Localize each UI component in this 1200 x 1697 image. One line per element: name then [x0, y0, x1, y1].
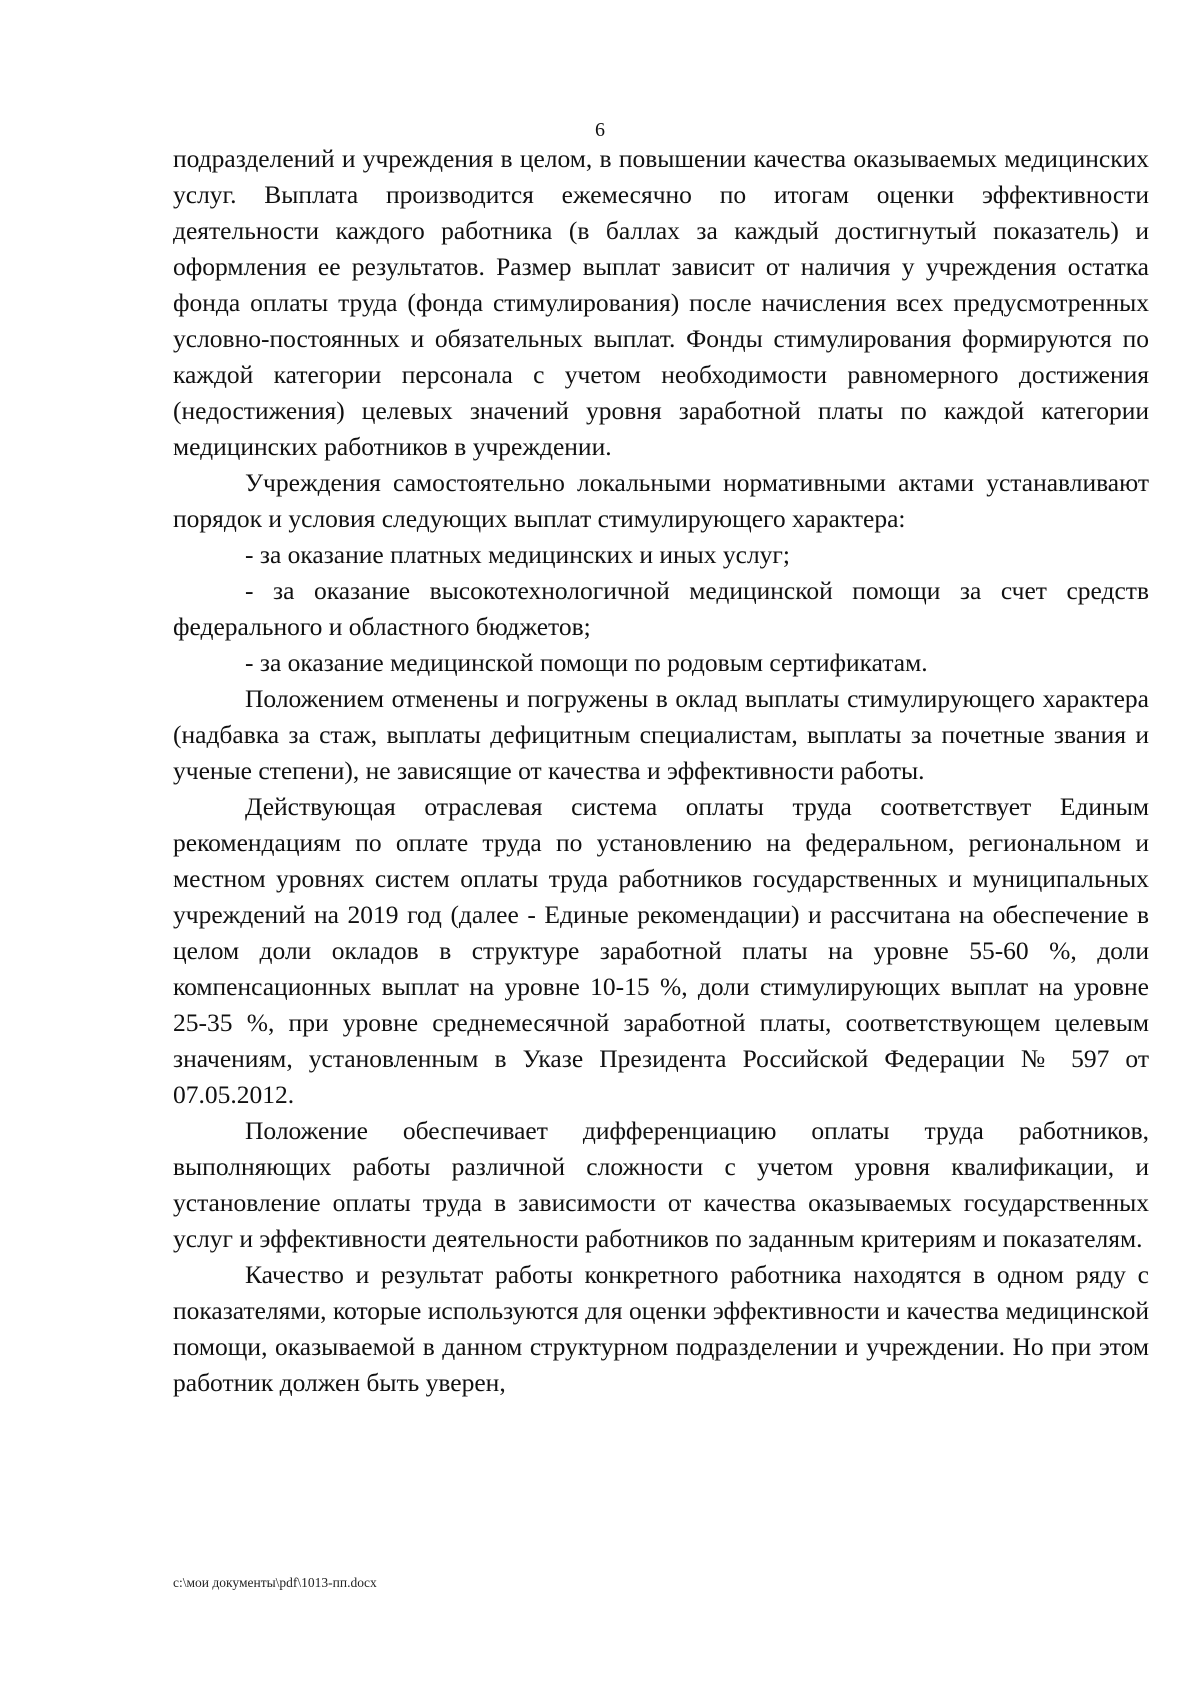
page-number: 6	[595, 119, 605, 141]
paragraph-continuation: подразделений и учреждения в целом, в повышении качества оказываемых медицинских услуг. Выплата производится ежемесячно по итогам оценки эффективности деятельности каждого работника (в баллах за каждый достигнутый показатель) и оформления ее результатов. Размер выплат зависит от наличия у учреждения остатка фонда оплаты труда (фонда стимулирования) после начисления всех предусмотренных условно-постоянных и обязательных выплат. Фонды стимулирования формируются по каждой категории персонала с учетом необходимости равномерного достижения (недостижения) целевых значений уровня заработной платы по каждой категории медицинских работников в учреждении.	[173, 144, 1149, 461]
list-item-birth-certificates: - за оказание медицинской помощи по родовым сертификатам.	[245, 648, 928, 677]
paragraph-institutions-acts: Учреждения самостоятельно локальными нормативными актами устанавливают порядок и условия следующих выплат стимулирующего характера:	[173, 468, 1149, 533]
footer-file-path: c:\мои документы\pdf\1013-пп.docx	[173, 1575, 377, 1590]
paragraph-unified-recommendations: Действующая отраслевая система оплаты труда соответствует Единым рекомендациям по оплате труда по установлению на федеральном, региональном и местном уровнях систем оплаты труда работников государственных и муниципальных учреждений на 2019 год (далее - Единые рекомендации) и рассчитана на обеспечение в целом доли окладов в структуре заработной платы на уровне 55-60 %, доли компенсационных выплат на уровне 10-15 %, доли стимулирующих выплат на уровне 25-35 %, при уровне среднемесячной заработной платы, соответствующем целевым значениям, установленным в Указе Президента Российской Федерации № 597 от 07.05.2012.	[173, 792, 1149, 1109]
paragraph-differentiation: Положение обеспечивает дифференциацию оплаты труда работников, выполняющих работы различной сложности с учетом уровня квалификации, и установление оплаты труда в зависимости от качества оказываемых государственных услуг и эффективности деятельности работников по заданным критериям и показателям.	[173, 1116, 1149, 1253]
paragraph-cancelled-payments: Положением отменены и погружены в оклад выплаты стимулирующего характера (надбавка за стаж, выплаты дефицитным специалистам, выплаты за почетные звания и ученые степени), не зависящие от качества и эффективности работы.	[173, 684, 1149, 785]
list-item-high-tech-care: - за оказание высокотехнологичной медицинской помощи за счет средств федерального и областного бюджетов;	[173, 576, 1149, 641]
paragraph-quality-results: Качество и результат работы конкретного работника находятся в одном ряду с показателями, которые используются для оценки эффективности и качества медицинской помощи, оказываемой в данном структурном подразделении и учреждении. Но при этом работник должен быть уверен,	[173, 1260, 1149, 1397]
list-item-paid-services: - за оказание платных медицинских и иных услуг;	[245, 540, 790, 569]
document-body	[173, 141, 1149, 1401]
